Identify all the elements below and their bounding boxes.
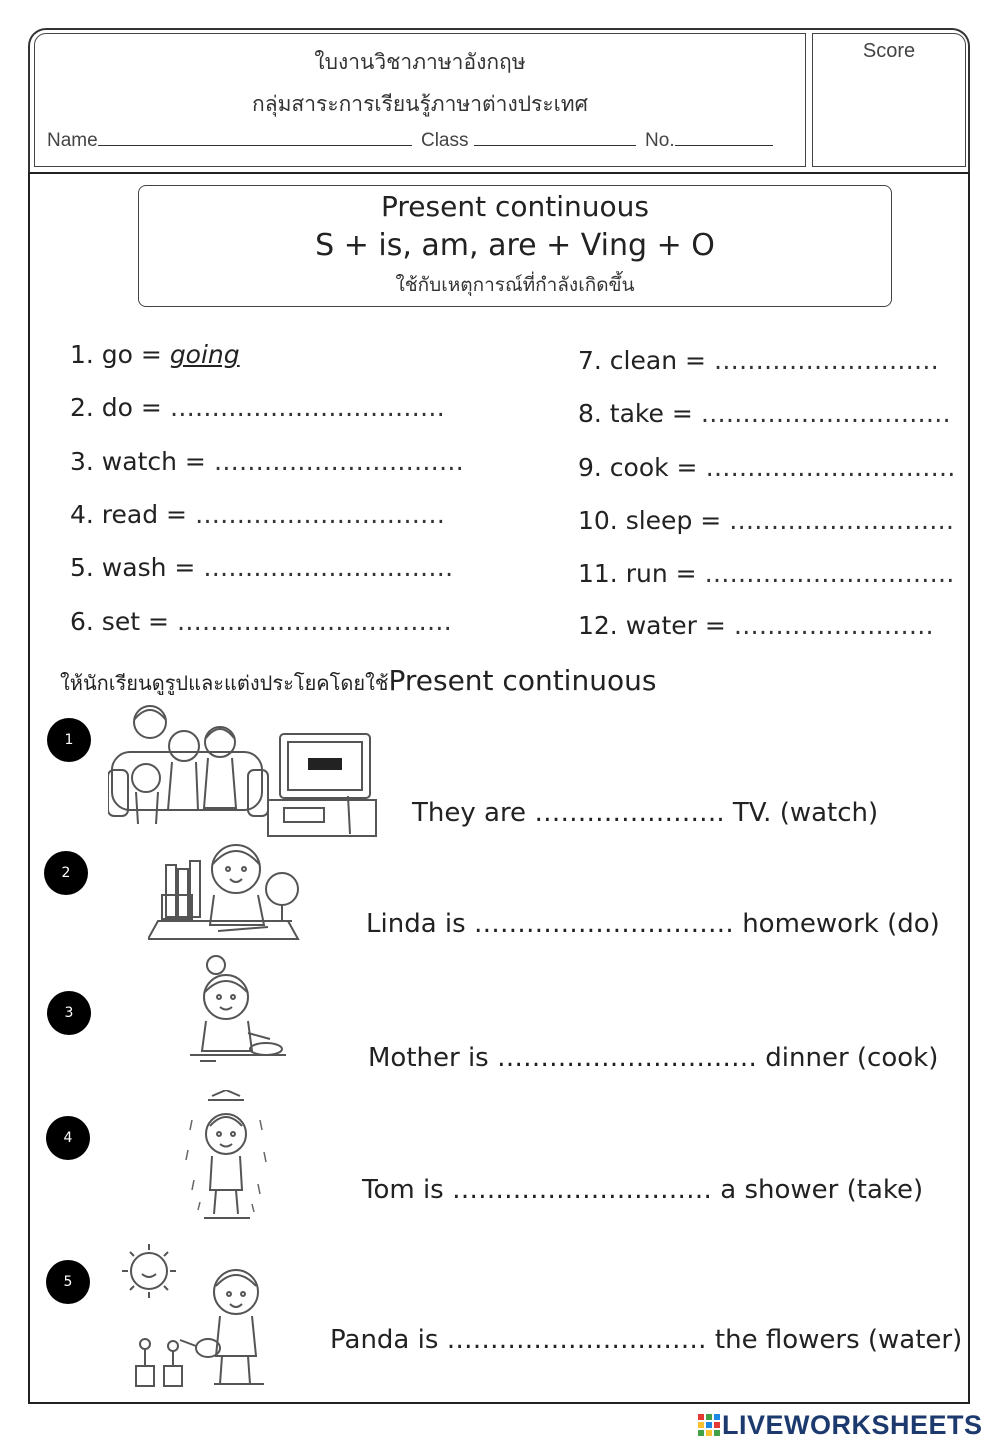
exercise-number-badge: 5 [46, 1260, 90, 1304]
word-item: 8. take = ………………………… [578, 399, 951, 428]
answer-blank[interactable]: ………………………… [213, 447, 464, 476]
score-label: Score [862, 40, 916, 62]
exercise-number-badge: 3 [47, 991, 91, 1035]
exercise-sentence[interactable]: Tom is ………………………… a shower (take) [362, 1175, 924, 1205]
word-item: 9. cook = ………………………… [578, 453, 956, 482]
answer-blank[interactable]: ………………………… [704, 559, 955, 588]
word-item: 12. water = …………………… [578, 611, 934, 640]
word-item: 4. read = ………………………… [70, 500, 445, 529]
word-item: 11. run = ………………………… [578, 559, 955, 588]
logo-grid-icon [698, 1414, 720, 1436]
answer-blank[interactable]: …………………………… [169, 393, 445, 422]
girl-watering-flowers-illustration [130, 1260, 280, 1392]
name-field[interactable] [98, 130, 412, 146]
score-box[interactable] [812, 33, 966, 167]
no-label: No. [645, 130, 675, 151]
grammar-formula-box [138, 185, 892, 307]
logo-text: LIVEWORKSHEETS [722, 1409, 983, 1440]
word-item: 10. sleep = ……………………… [578, 506, 955, 535]
exercise-number-badge: 4 [46, 1116, 90, 1160]
family-watching-tv-illustration [108, 700, 383, 840]
word-item: 6. set = …………………………… [70, 607, 452, 636]
liveworksheets-logo[interactable] [698, 1408, 983, 1442]
class-field[interactable] [474, 130, 636, 146]
girl-doing-homework-illustration [148, 835, 303, 945]
answer-blank[interactable]: ………………………… [700, 399, 951, 428]
number-field[interactable] [675, 130, 773, 146]
name-label: Name [47, 130, 98, 151]
class-label: Class [420, 130, 469, 151]
student-info-row [47, 130, 773, 152]
formula-structure: S + is, am, are + Ving + O [315, 228, 715, 263]
formula-title: Present continuous [381, 190, 649, 223]
word-item: 3. watch = ………………………… [70, 447, 464, 476]
exercise-sentence[interactable]: Mother is ………………………… dinner (cook) [368, 1043, 939, 1073]
exercise-sentence[interactable]: They are …………………. TV. (watch) [412, 798, 879, 828]
answer-blank[interactable]: …………………………… [176, 607, 452, 636]
answer-blank[interactable]: ………………………… [194, 500, 445, 529]
answer-blank[interactable]: ……………………… [729, 506, 955, 535]
formula-usage-note: ใช้กับเหตุการณ์ที่กำลังเกิดขึ้น [395, 274, 635, 296]
answer-blank[interactable]: ……………………… [713, 346, 939, 375]
answer-blank[interactable]: ………………………… [705, 453, 956, 482]
exercise-number-badge: 1 [47, 718, 91, 762]
exercise-number-badge: 2 [44, 851, 88, 895]
instruction [60, 664, 656, 699]
boy-taking-shower-illustration [182, 1090, 272, 1225]
mother-cooking-illustration [186, 955, 296, 1075]
answer-text[interactable]: going [169, 340, 240, 369]
word-item: 5. wash = ………………………… [70, 553, 454, 582]
word-item: 7. clean = ……………………… [578, 346, 939, 375]
worksheet-subject: ใบงานวิชาภาษาอังกฤษ [314, 50, 526, 74]
exercise-sentence[interactable]: Panda is ………………………… the flowers (water) [330, 1325, 963, 1355]
word-item: 2. do = …………………………… [70, 393, 445, 422]
exercise-sentence[interactable]: Linda is ………………………… homework (do) [366, 909, 940, 939]
answer-blank[interactable]: ………………………… [203, 553, 454, 582]
instruction-english: Present continuous [388, 664, 657, 697]
worksheet-department: กลุ่มสาระการเรียนรู้ภาษาต่างประเทศ [252, 92, 588, 116]
header-info-box [34, 33, 806, 167]
word-item: 1. go = going [70, 340, 240, 369]
answer-blank[interactable]: …………………… [733, 611, 934, 640]
instruction-thai: ให้นักเรียนดูรูปและแต่งประโยคโดยใช้ [60, 671, 389, 695]
